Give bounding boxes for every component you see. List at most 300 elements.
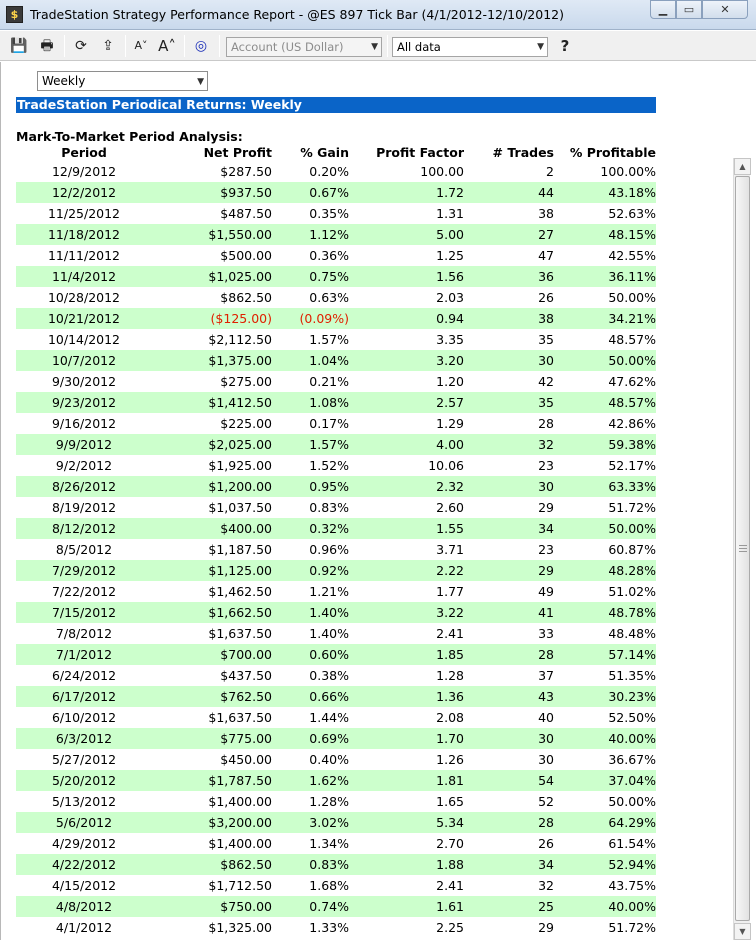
cell-trades: 34 [538,857,554,872]
table-row [16,560,656,581]
cell-profit-factor: 100.00 [420,164,464,179]
cell-profit-factor: 2.70 [436,836,464,851]
cell-trades: 33 [538,626,554,641]
table-row [16,266,656,287]
cell-profitable: 50.00% [608,521,656,536]
cell-period: 5/27/2012 [51,752,117,767]
table-row [16,434,656,455]
cell-period: 10/7/2012 [51,353,117,368]
cell-trades: 28 [538,416,554,431]
cell-profitable: 50.00% [608,353,656,368]
table-row [16,287,656,308]
cell-gain: 1.40% [309,626,349,641]
table-row [16,896,656,917]
cell-trades: 41 [538,605,554,620]
cell-profit-factor: 10.06 [428,458,464,473]
cell-trades: 42 [538,374,554,389]
cell-net-profit: $437.50 [220,668,272,683]
scrollbar-thumb[interactable] [735,176,750,921]
cell-profit-factor: 1.61 [436,899,464,914]
cell-profit-factor: 1.77 [436,584,464,599]
period-select-value: Weekly [42,74,86,88]
cell-period: 7/29/2012 [51,563,117,578]
table-row [16,791,656,812]
cell-gain: 1.12% [309,227,349,242]
cell-gain: 1.33% [309,920,349,935]
cell-profitable: 48.48% [608,626,656,641]
table-row [16,497,656,518]
cell-profitable: 61.54% [608,836,656,851]
cell-trades: 30 [538,752,554,767]
table-row [16,476,656,497]
column-header-trades: # Trades [492,145,554,160]
toolbar [0,31,756,61]
table-row [16,539,656,560]
table-row [16,581,656,602]
cell-net-profit: $3,200.00 [208,815,272,830]
cell-period: 4/15/2012 [51,878,117,893]
cell-trades: 54 [538,773,554,788]
cell-profitable: 52.63% [608,206,656,221]
table-row [16,749,656,770]
table-row [16,917,656,938]
cell-profitable: 48.28% [608,563,656,578]
cell-net-profit: $1,200.00 [208,479,272,494]
maximize-button[interactable] [676,0,702,19]
cell-net-profit: $400.00 [220,521,272,536]
cell-trades: 35 [538,395,554,410]
help-icon[interactable]: ? [560,37,570,55]
cell-profitable: 52.17% [608,458,656,473]
cell-trades: 30 [538,731,554,746]
cell-net-profit: $1,637.50 [208,710,272,725]
chevron-down-icon: ▼ [197,77,204,87]
cell-gain: 0.17% [309,416,349,431]
cell-profitable: 36.67% [608,752,656,767]
cell-profit-factor: 1.20 [436,374,464,389]
cell-profit-factor: 1.88 [436,857,464,872]
scroll-down-button[interactable]: ▼ [734,923,751,940]
cell-gain: 0.21% [309,374,349,389]
cell-period: 8/5/2012 [55,542,113,557]
cell-gain: 0.38% [309,668,349,683]
cell-profitable: 52.50% [608,710,656,725]
cell-trades: 26 [538,290,554,305]
cell-profit-factor: 1.55 [436,521,464,536]
cell-profit-factor: 1.72 [436,185,464,200]
cell-period: 4/1/2012 [55,920,113,935]
cell-profit-factor: 1.81 [436,773,464,788]
table-row [16,413,656,434]
cell-trades: 34 [538,521,554,536]
cell-net-profit: $287.50 [220,164,272,179]
cell-period: 5/20/2012 [51,773,117,788]
cell-net-profit: $275.00 [220,374,272,389]
cell-gain: 1.34% [309,836,349,851]
cell-profitable: 40.00% [608,899,656,914]
table-row [16,518,656,539]
cell-gain: 1.57% [309,437,349,452]
cell-profit-factor: 3.35 [436,332,464,347]
close-button[interactable] [702,0,748,19]
cell-gain: 0.32% [309,521,349,536]
cell-gain: 0.96% [309,542,349,557]
cell-profit-factor: 1.65 [436,794,464,809]
font-decrease-icon[interactable]: A˅ [134,39,148,52]
account-select[interactable] [226,37,382,57]
table-row [16,371,656,392]
cell-trades: 38 [538,311,554,326]
table-row [16,602,656,623]
cell-trades: 40 [538,710,554,725]
cell-profit-factor: 2.25 [436,920,464,935]
cell-period: 4/22/2012 [51,857,117,872]
section-title: Mark-To-Market Period Analysis: [16,129,243,144]
cell-gain: 1.21% [309,584,349,599]
cell-profit-factor: 2.32 [436,479,464,494]
cell-net-profit: $1,462.50 [208,584,272,599]
cell-gain: 1.28% [309,794,349,809]
cell-profitable: 43.75% [608,878,656,893]
table-row [16,245,656,266]
cell-net-profit: $1,550.00 [208,227,272,242]
cell-profitable: 64.29% [608,815,656,830]
cell-gain: 0.92% [309,563,349,578]
cell-net-profit: $2,112.50 [208,332,272,347]
table-row [16,875,656,896]
table-row [16,686,656,707]
table-row [16,770,656,791]
cell-profit-factor: 1.36 [436,689,464,704]
cell-net-profit: $1,400.00 [208,836,272,851]
cell-profitable: 47.62% [608,374,656,389]
column-header-profitable: % Profitable [569,145,656,160]
cell-profitable: 48.15% [608,227,656,242]
cell-trades: 27 [538,227,554,242]
cell-gain: 0.67% [309,185,349,200]
cell-profit-factor: 3.22 [436,605,464,620]
cell-period: 11/4/2012 [51,269,117,284]
cell-trades: 23 [538,542,554,557]
period-select[interactable] [37,71,208,91]
minimize-icon: ▁ [658,3,668,16]
cell-profitable: 30.23% [608,689,656,704]
cell-trades: 29 [538,563,554,578]
cell-trades: 36 [538,269,554,284]
cell-gain: 0.35% [309,206,349,221]
cell-net-profit: $1,925.00 [208,458,272,473]
cell-period: 10/21/2012 [47,311,121,326]
toolbar-separator [184,35,185,57]
cell-period: 9/30/2012 [51,374,117,389]
cell-period: 12/2/2012 [51,185,117,200]
cell-profit-factor: 2.03 [436,290,464,305]
cell-period: 5/13/2012 [51,794,117,809]
cell-trades: 25 [538,899,554,914]
cell-profitable: 48.57% [608,332,656,347]
cell-net-profit: $487.50 [220,206,272,221]
cell-net-profit: $1,637.50 [208,626,272,641]
cell-profitable: 50.00% [608,794,656,809]
cell-gain: 0.66% [309,689,349,704]
cell-gain: 0.20% [309,164,349,179]
cell-net-profit: $1,712.50 [208,878,272,893]
table-body [16,161,656,938]
grip-line [739,548,747,549]
cell-profitable: 43.18% [608,185,656,200]
cell-trades: 2 [546,164,554,179]
cell-profitable: 40.00% [608,731,656,746]
cell-period: 6/17/2012 [51,689,117,704]
cell-gain: 0.75% [309,269,349,284]
table-row [16,707,656,728]
chevron-down-icon: ▼ [371,42,378,52]
table-row [16,182,656,203]
cell-profitable: 37.04% [608,773,656,788]
cell-period: 6/10/2012 [51,710,117,725]
cell-trades: 43 [538,689,554,704]
cell-profit-factor: 1.28 [436,668,464,683]
cell-profitable: 42.55% [608,248,656,263]
cell-gain: 1.62% [309,773,349,788]
toolbar-separator [64,35,65,57]
cell-gain: 0.40% [309,752,349,767]
cell-profitable: 59.38% [608,437,656,452]
table-row [16,854,656,875]
toolbar-separator [219,35,220,57]
chevron-down-icon: ▼ [537,42,544,52]
report-content [0,62,756,940]
cell-gain: 0.36% [309,248,349,263]
cell-period: 8/26/2012 [51,479,117,494]
cell-profit-factor: 2.60 [436,500,464,515]
cell-profit-factor: 3.71 [436,542,464,557]
cell-net-profit: $1,125.00 [208,563,272,578]
cell-gain: (0.09%) [299,311,349,326]
cell-net-profit: $450.00 [220,752,272,767]
scroll-up-button[interactable]: ▲ [734,158,751,175]
cell-trades: 23 [538,458,554,473]
table-row [16,224,656,245]
cell-period: 7/8/2012 [55,626,113,641]
cell-net-profit: $225.00 [220,416,272,431]
table-row [16,329,656,350]
cell-period: 10/14/2012 [47,332,121,347]
table-row [16,350,656,371]
cell-profitable: 48.78% [608,605,656,620]
cell-period: 11/11/2012 [47,248,121,263]
cell-net-profit: $1,375.00 [208,353,272,368]
cell-gain: 0.60% [309,647,349,662]
cell-period: 4/8/2012 [55,899,113,914]
cell-period: 9/23/2012 [51,395,117,410]
window-title: TradeStation Strategy Performance Report - @ES 897 Tick Bar (4/1/2012-12/10/2012) [30,7,564,22]
cell-period: 10/28/2012 [47,290,121,305]
cell-profit-factor: 1.31 [436,206,464,221]
cell-period: 7/1/2012 [55,647,113,662]
cell-profitable: 48.57% [608,395,656,410]
cell-net-profit: $1,400.00 [208,794,272,809]
minimize-button[interactable] [650,0,676,19]
cell-profitable: 52.94% [608,857,656,872]
cell-trades: 28 [538,815,554,830]
cell-period: 8/19/2012 [51,500,117,515]
cell-net-profit: $1,025.00 [208,269,272,284]
cell-period: 9/16/2012 [51,416,117,431]
cell-trades: 28 [538,647,554,662]
cell-net-profit: $1,187.50 [208,542,272,557]
cell-trades: 30 [538,353,554,368]
table-row [16,392,656,413]
cell-period: 11/25/2012 [47,206,121,221]
table-row [16,308,656,329]
cell-net-profit: $775.00 [220,731,272,746]
cell-gain: 0.83% [309,500,349,515]
cell-trades: 32 [538,878,554,893]
settings-icon[interactable]: ◎ [194,38,208,54]
cell-profitable: 42.86% [608,416,656,431]
cell-net-profit: ($125.00) [210,311,272,326]
report-header: TradeStation Periodical Returns: Weekly [16,97,656,113]
cell-gain: 1.57% [309,332,349,347]
column-header-profit-factor: Profit Factor [376,145,464,160]
table-row [16,728,656,749]
cell-period: 12/9/2012 [51,164,117,179]
returns-table [16,145,656,938]
cell-period: 6/24/2012 [51,668,117,683]
cell-profit-factor: 2.57 [436,395,464,410]
cell-gain: 1.52% [309,458,349,473]
cell-trades: 52 [538,794,554,809]
cell-profitable: 63.33% [608,479,656,494]
cell-net-profit: $1,412.50 [208,395,272,410]
cell-gain: 3.02% [309,815,349,830]
cell-profitable: 51.72% [608,500,656,515]
cell-gain: 0.83% [309,857,349,872]
cell-gain: 1.44% [309,710,349,725]
table-row [16,833,656,854]
cell-period: 8/12/2012 [51,521,117,536]
cell-profit-factor: 2.08 [436,710,464,725]
cell-trades: 32 [538,437,554,452]
cell-profitable: 60.87% [608,542,656,557]
cell-profitable: 34.21% [608,311,656,326]
cell-net-profit: $2,025.00 [208,437,272,452]
cell-trades: 49 [538,584,554,599]
cell-period: 4/29/2012 [51,836,117,851]
column-header-gain: % Gain [300,145,349,160]
cell-gain: 0.63% [309,290,349,305]
toolbar-separator [125,35,126,57]
cell-profit-factor: 1.56 [436,269,464,284]
cell-profitable: 51.35% [608,668,656,683]
close-icon: ✕ [720,3,730,16]
table-row [16,665,656,686]
cell-period: 7/15/2012 [51,605,117,620]
cell-trades: 29 [538,500,554,515]
table-row [16,812,656,833]
table-row [16,623,656,644]
cell-profit-factor: 4.00 [436,437,464,452]
cell-trades: 38 [538,206,554,221]
cell-period: 6/3/2012 [55,731,113,746]
cell-trades: 44 [538,185,554,200]
font-increase-icon[interactable]: A˄ [158,37,176,55]
cell-profit-factor: 3.20 [436,353,464,368]
title-bar [0,0,756,30]
column-header-period: Period [61,145,107,160]
cell-trades: 30 [538,479,554,494]
cell-net-profit: $937.50 [220,185,272,200]
cell-profit-factor: 1.70 [436,731,464,746]
table-header [16,145,656,161]
app-icon: $ [6,6,23,23]
table-row [16,161,656,182]
data-range-select-value: All data [397,40,441,54]
save-icon[interactable]: 💾 [10,38,28,54]
cell-profitable: 100.00% [600,164,656,179]
cell-trades: 37 [538,668,554,683]
data-range-select[interactable] [392,37,548,57]
cell-gain: 1.40% [309,605,349,620]
cell-profit-factor: 1.29 [436,416,464,431]
cell-profitable: 36.11% [608,269,656,284]
grip-line [739,545,747,546]
cell-period: 5/6/2012 [55,815,113,830]
print-icon[interactable]: 🖶 [40,38,54,54]
table-row [16,455,656,476]
cell-gain: 0.74% [309,899,349,914]
cell-net-profit: $1,325.00 [208,920,272,935]
refresh-icon[interactable]: ⟳ [75,38,87,54]
cell-net-profit: $750.00 [220,899,272,914]
cell-profitable: 50.00% [608,290,656,305]
cell-profit-factor: 2.41 [436,878,464,893]
account-select-value: Account (US Dollar) [231,40,344,54]
cell-period: 9/2/2012 [55,458,113,473]
cell-net-profit: $862.50 [220,290,272,305]
cell-profit-factor: 5.00 [436,227,464,242]
cell-trades: 35 [538,332,554,347]
vertical-scrollbar[interactable] [733,158,750,940]
cell-trades: 47 [538,248,554,263]
cell-profit-factor: 1.26 [436,752,464,767]
cell-period: 11/18/2012 [47,227,121,242]
cell-net-profit: $500.00 [220,248,272,263]
cell-gain: 0.95% [309,479,349,494]
cell-net-profit: $1,787.50 [208,773,272,788]
cell-profitable: 57.14% [608,647,656,662]
cell-period: 9/9/2012 [55,437,113,452]
cell-profit-factor: 0.94 [436,311,464,326]
export-icon[interactable]: ⇪ [102,38,114,54]
cell-net-profit: $700.00 [220,647,272,662]
cell-gain: 1.68% [309,878,349,893]
cell-trades: 26 [538,836,554,851]
grip-line [739,551,747,552]
cell-gain: 0.69% [309,731,349,746]
cell-trades: 29 [538,920,554,935]
cell-net-profit: $862.50 [220,857,272,872]
cell-profit-factor: 5.34 [436,815,464,830]
cell-net-profit: $1,037.50 [208,500,272,515]
cell-profitable: 51.02% [608,584,656,599]
cell-profitable: 51.72% [608,920,656,935]
cell-period: 7/22/2012 [51,584,117,599]
cell-profit-factor: 2.41 [436,626,464,641]
cell-gain: 1.04% [309,353,349,368]
cell-net-profit: $1,662.50 [208,605,272,620]
